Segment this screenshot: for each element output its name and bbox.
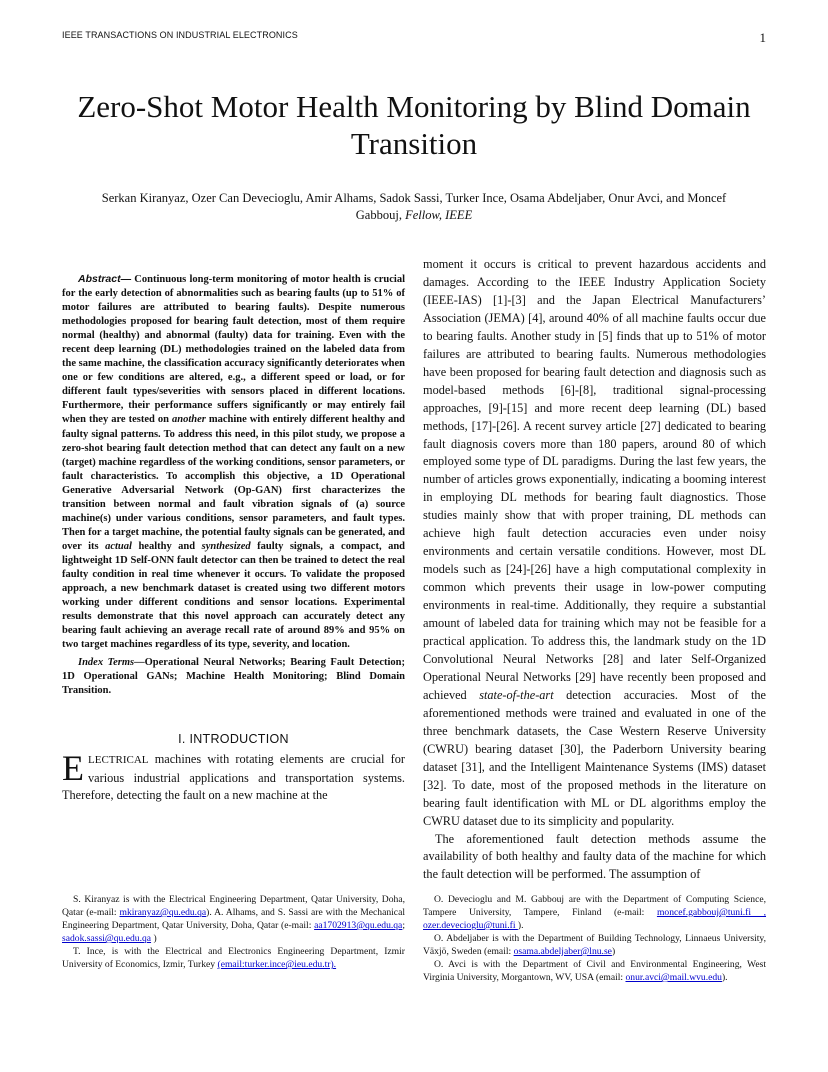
right-column (423, 256, 766, 884)
footnote: O. Abdeljaber is with the Department of Building Technology, Linnaeus University, Växjö, Sweden (email: osama.abdeljaber@lnu.se) (423, 933, 766, 957)
author-list (80, 190, 748, 224)
body-paragraph: moment it occurs is critical to prevent hazardous accidents and damages. According to the IEEE Industry Application Society (IEEE-IAS) [1]-[3] and the Japan Electrical Manufacturers’ Association (JEMA) [4], around 40% of all machine faults occur due to bearing faults. Another study in [5] finds that up to 51% of motor failures are attributed to bearing faults. Numerous methodologies have been proposed for bearing fault detection and diagnosis such as model-based methods [6]-[8], traditional signal-processing approaches, [9]-[15] and more recent deep learning (DL) based methods, [17]-[26]. A recent survey article [27] dedicated to bearing fault diagnosis covers more than 180 papers, around 80 of which employed some type of DL paradigms. During the last few years, the number of articles grows exponentially, indicating a booming interest in employing DL methods for bearing fault diagnostics. Those studies mainly show that with proper training, DL methods can achieve high fault detection accuracies even under noisy environments and certain versatile conditions. However, most DL models such as [24]-[26] have a high computational complexity in common which prevents their usage in low-power computing environments in real-time. Additionally, they require a substantial amount of labeled data for training which may not be feasible for a practical application. To address this, the landmark study on the 1D Convolutional Neural Networks [28] and later Self-Organized Operational Neural Networks [29] have recently been proposed and achieved state-of-the-art detection accuracies. Most of the aforementioned methods were trained and evaluated in one of the three benchmark datasets, the Case Western Reserve University (CWRU) bearing dataset [30], the Paderborn University bearing dataset [31], and the Intelligent Maintenance Systems (IMS) dataset [32]. To date, most of the proposed methods in the literature on bearing fault identification with ML or DL algorithms employ the CWRU dataset due to its simplicity and popularity. (423, 257, 766, 828)
email-link[interactable]: aa1702913@qu.edu.qa (314, 920, 403, 931)
left-column (62, 272, 405, 805)
body-paragraph: The aforementioned fault detection methods assume the availability of both healthy and faulty data of the machine for which the fault detection will be performed. The assumption of (423, 831, 766, 882)
section-heading-introduction: I. INTRODUCTION (178, 732, 289, 747)
email-link[interactable]: mkiranyaz@qu.edu.qa (119, 907, 207, 918)
author-suffix: Fellow, IEEE (405, 208, 473, 222)
index-terms-label: Index Terms (78, 657, 135, 669)
footnotes-left (62, 893, 405, 971)
email-link[interactable]: sadok.sassi@qu.edu.qa (62, 933, 152, 944)
abstract: Abstract— Continuous long-term monitoring of motor health is crucial for the early detection of abnormalities such as bearing faults (up to 51% of motor failures are attributed to bearing faults). Despite numerous methodologies proposed for bearing fault detection, most of them require normal (healthy) and abnormal (faulty) data for training. Even with the recent deep learning (DL) methodologies trained on the labeled data from the same machine, the classification accuracy significantly deteriorates when one or few conditions are altered, e.g., a different speed or load, or for different fault types/severities with sensors placed in different locations. Furthermore, their performance suffers significantly or may entirely fail when they are tested on another machine with entirely different healthy and faulty signal patterns. To address this need, in this pilot study, we propose a zero-shot bearing fault detection method that can detect any fault on a new (target) machine regardless of the working conditions, sensor parameters, or fault characteristics. To accomplish this objective, a 1D Operational Generative Adversarial Network (Op-GAN) first characterizes the transition between normal and fault vibration signals of (a) source machine(s) under various conditions, sensor parameters, and fault types. Then for a target machine, the potential faulty signals can be generated, and over its actual healthy and synthesized faulty signals, a compact, and lightweight 1D Self-ONN fault detector can then be trained to detect the real faulty condition in real time whenever it occurs. To validate the proposed approach, a new benchmark dataset is created using two different motors working under different conditions and sensor locations. Experimental results demonstrate that this novel approach can accurately detect any bearing fault achieving an average recall rate of around 89% and 95% on two target machines regardless of its type, severity, and location. (62, 273, 405, 651)
email-link[interactable]: osama.abdeljaber@lnu.se (513, 946, 612, 957)
index-terms: Index Terms—Operational Neural Networks; Bearing Fault Detection; 1D Operational GANs; Machine Health Monitoring; Blind Domain Transition. (62, 657, 405, 697)
footnote: S. Kiranyaz is with the Electrical Engineering Department, Qatar University, Doha, Qatar (e-mail: mkiranyaz@qu.edu.qa). A. Alhams, and S. Sassi are with the Mechanical Engineering Department, Qatar University, Doha, Qatar (e-mail: aa1702913@qu.edu.qa; sadok.sassi@qu.edu.qa ) (62, 894, 405, 944)
introduction-paragraph: ELECTRICAL machines with rotating elements are crucial for various industrial applications and transportation systems. Therefore, detecting the fault on a new machine at the (62, 748, 405, 803)
page-number: 1 (759, 30, 766, 45)
email-link[interactable]: moncef.gabbouj@tuni.fi , ozer.devecioglu@tuni.fi (423, 907, 767, 931)
footnote: O. Devecioglu and M. Gabbouj are with the Department of Computing Science, Tampere University, Tampere, Finland (e-mail: moncef.gabbouj@tuni.fi , ozer.devecioglu@tuni.fi ). (423, 894, 767, 931)
email-link[interactable]: onur.avci@mail.wvu.edu (625, 972, 722, 983)
footnote: T. Ince, is with the Electrical and Electronics Engineering Department, Izmir University of Economics, Izmir, Turkey (email:turker.ince@ieu.edu.tr). (62, 946, 405, 970)
running-header: IEEE TRANSACTIONS ON INDUSTRIAL ELECTRONICS (62, 30, 298, 40)
footnote: O. Avci is with the Department of Civil and Environmental Engineering, West Virginia University, Morgantown, WV, USA (email: onur.avci@mail.wvu.edu). (423, 959, 766, 983)
abstract-label: Abstract— (78, 273, 132, 285)
email-link[interactable]: (email:turker.ince@ieu.edu.tr). (217, 959, 337, 970)
drop-cap: E (62, 748, 84, 789)
footnotes-right (423, 893, 766, 984)
paper-title: Zero-Shot Motor Health Monitoring by Blind Domain Transition (77, 89, 751, 161)
author-names: Serkan Kiranyaz, Ozer Can Devecioglu, Amir Alhams, Sadok Sassi, Turker Ince, Osama Abdeljaber, Onur Avci, and Moncef Gabbouj, (101, 191, 727, 222)
